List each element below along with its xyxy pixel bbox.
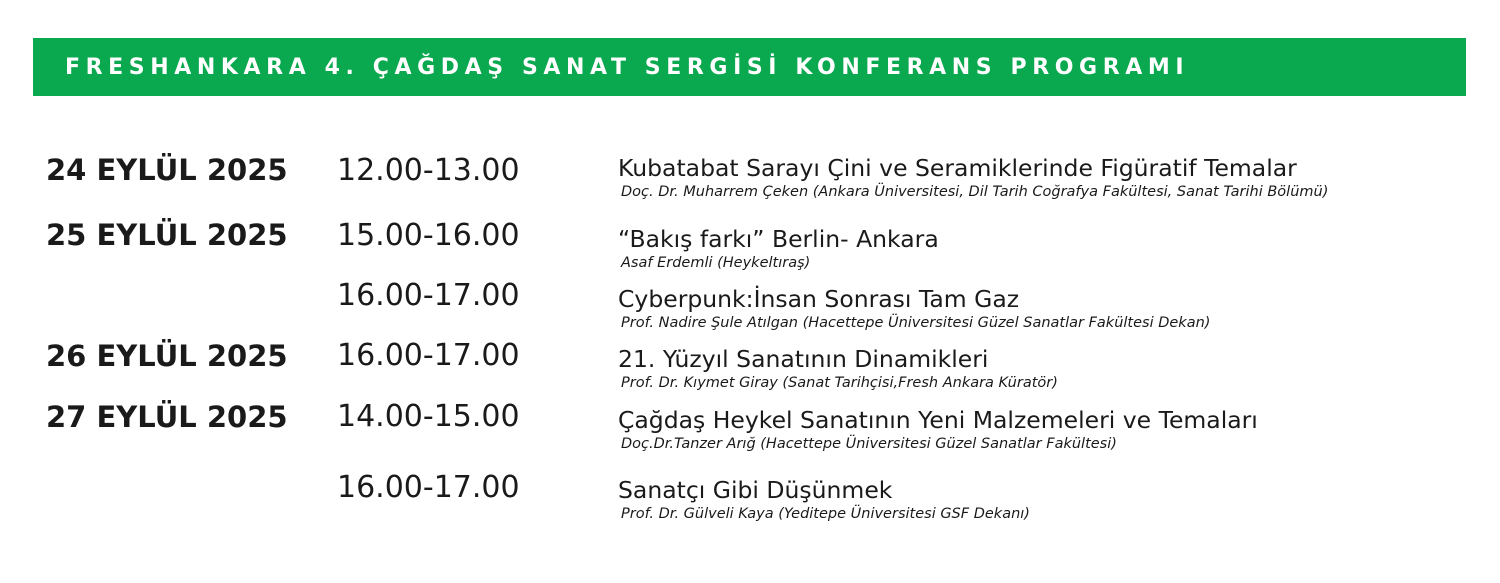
program-talk [618, 153, 1328, 201]
talk-title: Sanatçı Gibi Düşünmek [618, 476, 893, 504]
program-talk [618, 284, 1210, 332]
program-time: 14.00-15.00 [337, 399, 520, 434]
talk-speaker: Prof. Nadire Şule Atılgan (Hacettepe Üniversitesi Güzel Sanatlar Fakültesi Dekan) [621, 315, 1211, 331]
talk-title: 21. Yüzyıl Sanatının Dinamikleri [618, 345, 989, 373]
talk-title: Çağdaş Heykel Sanatının Yeni Malzemeleri ve Temaları [618, 406, 1258, 434]
talk-speaker: Doç.Dr.Tanzer Arığ (Hacettepe Üniversitesi Güzel Sanatlar Fakültesi) [621, 436, 1117, 452]
program-time: 16.00-17.00 [337, 278, 520, 313]
talk-title: “Bakış farkı” Berlin- Ankara [618, 225, 939, 253]
program-time: 16.00-17.00 [337, 470, 520, 505]
talk-speaker: Asaf Erdemli (Heykeltıraş) [621, 255, 811, 271]
program-talk [618, 405, 1258, 453]
program-talk [618, 224, 939, 272]
program-time: 12.00-13.00 [337, 153, 520, 188]
talk-speaker: Doç. Dr. Muharrem Çeken (Ankara Üniversitesi, Dil Tarih Coğrafya Fakültesi, Sanat Tarihi Bölümü) [621, 184, 1329, 200]
program-date: 25 EYLÜL 2025 [46, 218, 288, 252]
program-date: 26 EYLÜL 2025 [46, 339, 288, 373]
talk-speaker: Prof. Dr. Gülveli Kaya (Yeditepe Üniversitesi GSF Dekanı) [621, 506, 1030, 522]
program-time: 15.00-16.00 [337, 218, 520, 253]
talk-title: Cyberpunk:İnsan Sonrası Tam Gaz [618, 285, 1020, 313]
program-talk [618, 344, 1058, 392]
program-date: 27 EYLÜL 2025 [46, 400, 288, 434]
program-time: 16.00-17.00 [337, 338, 520, 373]
page-title: FRESHANKARA 4. ÇAĞDAŞ SANAT SERGİSİ KONFERANS PROGRAMI [65, 54, 1190, 80]
talk-title: Kubatabat Sarayı Çini ve Seramiklerinde Figüratif Temalar [618, 154, 1297, 182]
header-banner [33, 38, 1466, 96]
program-talk [618, 475, 1030, 523]
talk-speaker: Prof. Dr. Kıymet Giray (Sanat Tarihçisi,Fresh Ankara Küratör) [621, 375, 1058, 391]
program-date: 24 EYLÜL 2025 [46, 153, 288, 187]
